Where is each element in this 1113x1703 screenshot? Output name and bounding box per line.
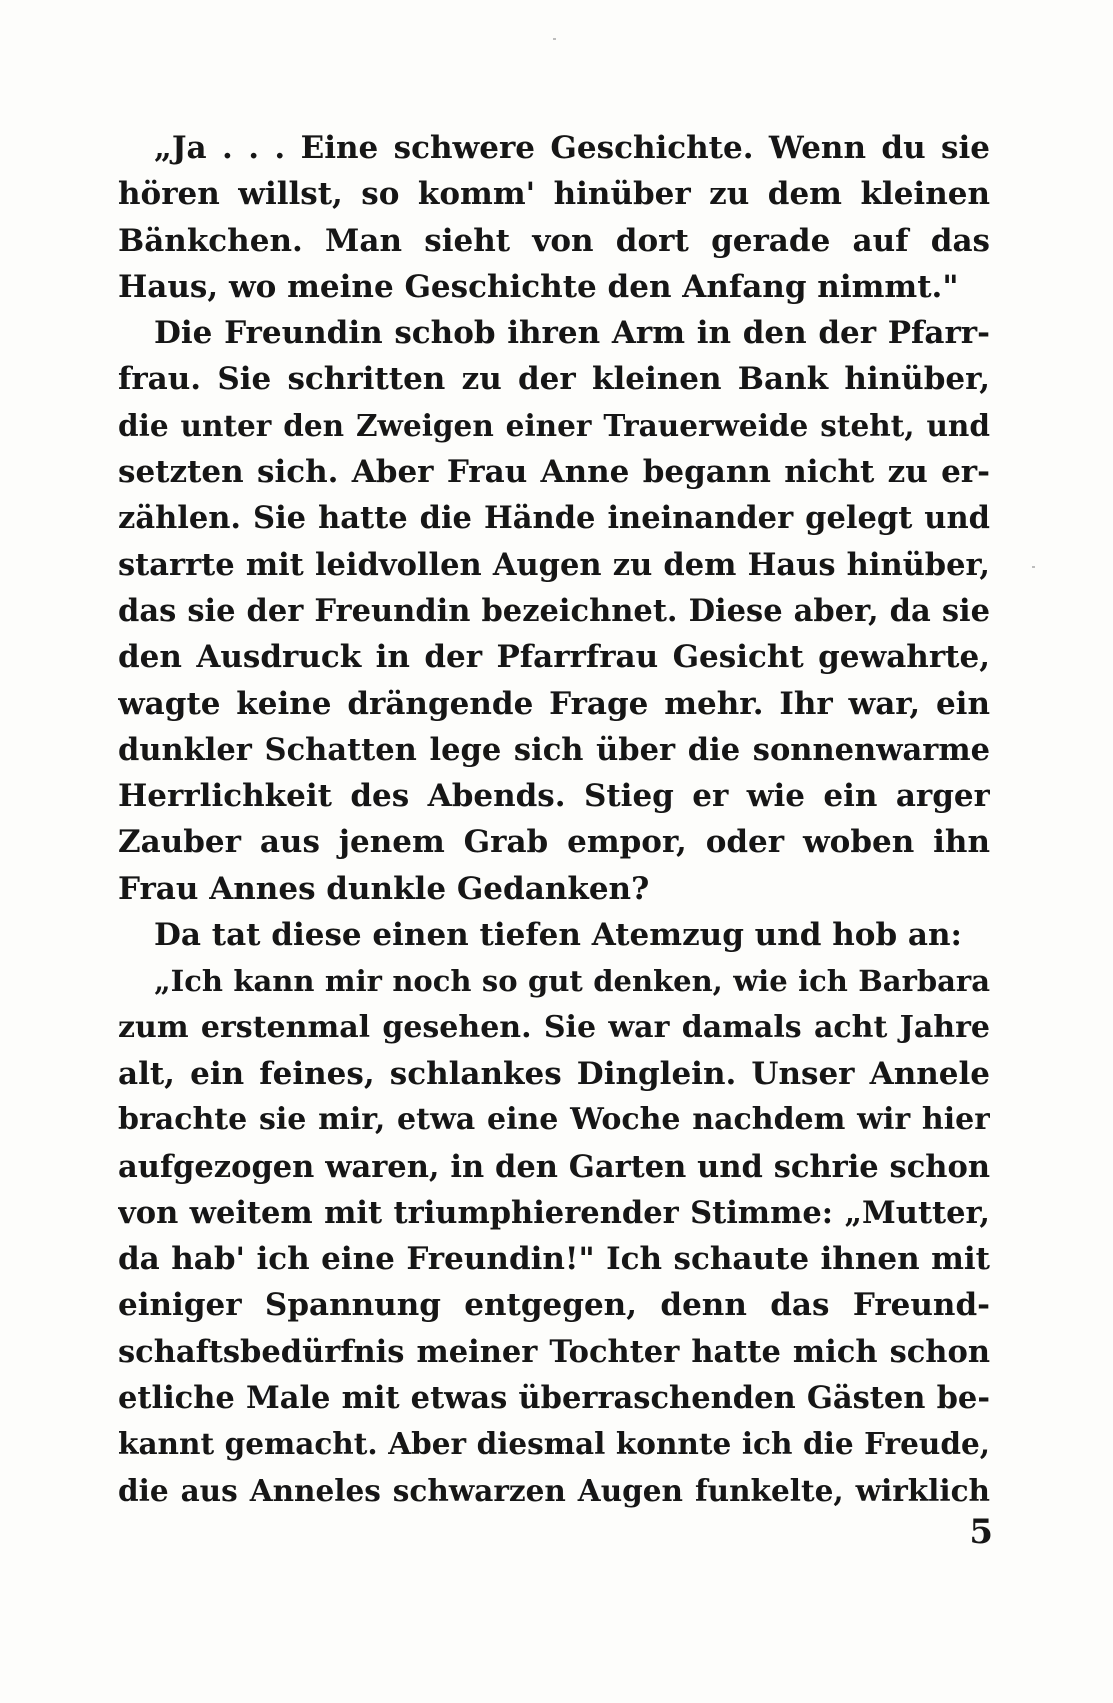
- text-line: da hab' ich eine Freundin!" Ich schaute ihnen mit: [118, 1241, 990, 1278]
- text-line: zum erstenmal gesehen. Sie war damals acht Jahre: [118, 1009, 990, 1045]
- text-line: Da tat diese einen tiefen Atemzug und hob an:: [154, 917, 962, 954]
- text-line: Bänkchen. Man sieht von dort gerade auf das: [118, 222, 990, 259]
- text-line: aufgezogen waren, in den Garten und schrie schon: [118, 1148, 990, 1185]
- text-line: frau. Sie schritten zu der kleinen Bank hinüber,: [118, 361, 990, 398]
- text-line: Haus, wo meine Geschichte den Anfang nimmt.": [118, 268, 959, 305]
- text-line: schaftsbedürfnis meiner Tochter hatte mich schon: [118, 1333, 990, 1370]
- text-line: das sie der Freundin bezeichnet. Diese aber, da sie: [118, 592, 990, 629]
- text-line: alt, ein feines, schlankes Dinglein. Unser Annele: [118, 1055, 990, 1092]
- text-line: die unter den Zweigen einer Trauerweide steht, und: [118, 407, 990, 443]
- text-line: wagte keine drängende Frage mehr. Ihr war, ein: [118, 685, 990, 722]
- text-line: setzten sich. Aber Frau Anne begann nicht zu er-: [118, 454, 990, 491]
- text-line: die aus Anneles schwarzen Augen funkelte, wirklich: [118, 1472, 990, 1508]
- text-line: Zauber aus jenem Grab empor, oder woben ihn: [118, 824, 990, 861]
- text-line: Frau Annes dunkle Gedanken?: [118, 870, 650, 907]
- text-line: einiger Spannung entgegen, denn das Freund-: [118, 1287, 990, 1324]
- text-line: „Ich kann mir noch so gut denken, wie ich Barbara: [154, 964, 990, 999]
- text-line: brachte sie mir, etwa eine Woche nachdem wir hier: [118, 1102, 990, 1138]
- text-line: etliche Male mit etwas überraschenden Gästen be-: [118, 1380, 990, 1417]
- text-line: zählen. Sie hatte die Hände ineinander gelegt und: [118, 500, 990, 537]
- text-line: dunkler Schatten lege sich über die sonnenwarme: [118, 731, 990, 768]
- text-line: von weitem mit triumphierender Stimme: „Mutter,: [118, 1194, 990, 1231]
- paper-speck: [553, 38, 556, 40]
- paper-speck: [1032, 566, 1035, 568]
- text-line: hören willst, so komm' hinüber zu dem kleinen: [118, 176, 990, 213]
- text-line: Herrlichkeit des Abends. Stieg er wie ein arger: [118, 778, 990, 815]
- text-line: den Ausdruck in der Pfarrfrau Gesicht gewahrte,: [118, 639, 990, 676]
- text-line: starrte mit leidvollen Augen zu dem Haus hinüber,: [118, 546, 990, 583]
- text-line: Die Freundin schob ihren Arm in den der Pfarr-: [154, 315, 990, 352]
- text-line: kannt gemacht. Aber diesmal konnte ich die Freude,: [118, 1426, 990, 1462]
- body-text: [118, 125, 990, 1514]
- text-line: „Ja . . . Eine schwere Geschichte. Wenn du sie: [154, 130, 990, 166]
- page-number: 5: [969, 1512, 993, 1552]
